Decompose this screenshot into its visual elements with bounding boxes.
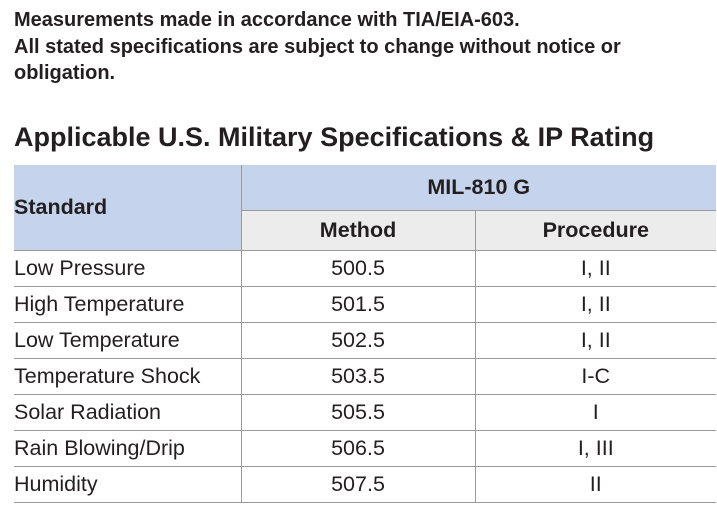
cell-procedure: I, II [475,323,716,359]
table-row [14,323,716,359]
table-row [14,359,716,395]
cell-method: 500.5 [241,251,475,287]
cell-method: 506.5 [241,431,475,467]
note-change-notice: All stated specifications are subject to change without notice or obligation. [14,35,621,84]
cell-procedure: II [475,467,716,503]
table-row [14,467,716,503]
section-title: Applicable U.S. Military Specifications & IP Rating [14,122,655,152]
cell-procedure: I-C [475,359,716,395]
cell-procedure: I, III [475,431,716,467]
cell-method: 503.5 [241,359,475,395]
table-row [14,251,716,287]
header-method: Method [241,211,475,251]
cell-method: 505.5 [241,395,475,431]
cell-standard: High Temperature [14,287,241,323]
cell-standard: Temperature Shock [14,359,241,395]
header-procedure: Procedure [475,211,716,251]
cell-method: 507.5 [241,467,475,503]
header-standard: Standard [14,165,241,251]
cell-standard: Low Temperature [14,323,241,359]
cell-standard: Rain Blowing/Drip [14,431,241,467]
cell-standard: Humidity [14,467,241,503]
table-row [14,287,716,323]
cell-method: 501.5 [241,287,475,323]
military-spec-table [14,165,716,503]
header-mil-standard: MIL-810 G [241,165,716,211]
note-measurement: Measurements made in accordance with TIA/EIA-603. [14,9,520,31]
cell-procedure: I, II [475,287,716,323]
cell-procedure: I, II [475,251,716,287]
table-row [14,395,716,431]
cell-procedure: I [475,395,716,431]
cell-standard: Low Pressure [14,251,241,287]
spec-notes [14,7,714,87]
cell-standard: Solar Radiation [14,395,241,431]
cell-method: 502.5 [241,323,475,359]
table-row [14,431,716,467]
